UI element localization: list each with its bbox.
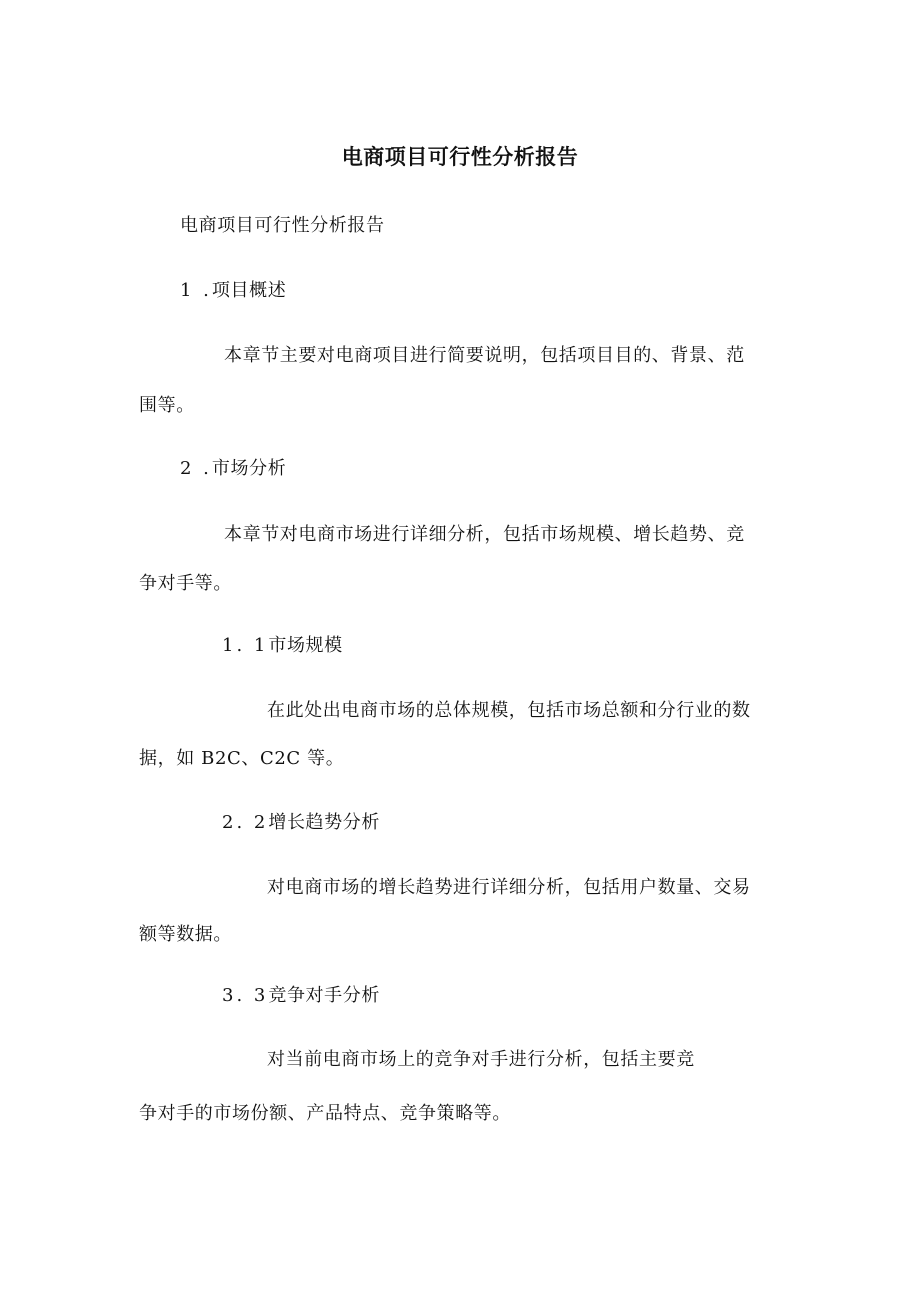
paragraph-line: 本章节对电商市场进行详细分析，包括市场规模、增长趋势、竞 [224, 524, 745, 545]
subsection-heading [222, 810, 380, 836]
subsection-title: 市场规模 [268, 635, 343, 656]
document-subtitle: 电商项目可行性分析报告 [180, 215, 385, 236]
paragraph-line: 争对手的市场份额、产品特点、竞争策略等。 [139, 1103, 511, 1124]
subsection-heading [222, 633, 343, 659]
section-number: 1 . [180, 280, 212, 301]
paragraph-line: 据，如 B2C、C2C 等。 [139, 748, 345, 769]
subsection-number: 3. 3 [222, 985, 269, 1006]
subsection-number: 1. 1 [222, 635, 269, 656]
subsection-title: 增长趋势分析 [268, 812, 380, 833]
section-heading [180, 278, 286, 304]
subsection-heading [222, 983, 380, 1009]
paragraph-line: 对电商市场的增长趋势进行详细分析，包括用户数量、交易 [267, 877, 751, 898]
section-number: 2 . [180, 458, 212, 479]
section-heading [180, 456, 286, 482]
paragraph-line: 争对手等。 [139, 573, 232, 594]
paragraph-line: 在此处出电商市场的总体规模，包括市场总额和分行业的数 [267, 700, 751, 721]
paragraph-line: 围等。 [139, 395, 195, 416]
paragraph-line: 额等数据。 [139, 924, 232, 945]
document-title: 电商项目可行性分析报告 [341, 145, 579, 169]
section-title: 项目概述 [211, 280, 287, 301]
subsection-number: 2. 2 [222, 812, 269, 833]
subsection-title: 竞争对手分析 [268, 985, 380, 1006]
section-title: 市场分析 [211, 458, 287, 479]
paragraph-line: 本章节主要对电商项目进行简要说明，包括项目目的、背景、范 [224, 345, 745, 366]
paragraph-line: 对当前电商市场上的竞争对手进行分析，包括主要竞 [267, 1049, 695, 1070]
